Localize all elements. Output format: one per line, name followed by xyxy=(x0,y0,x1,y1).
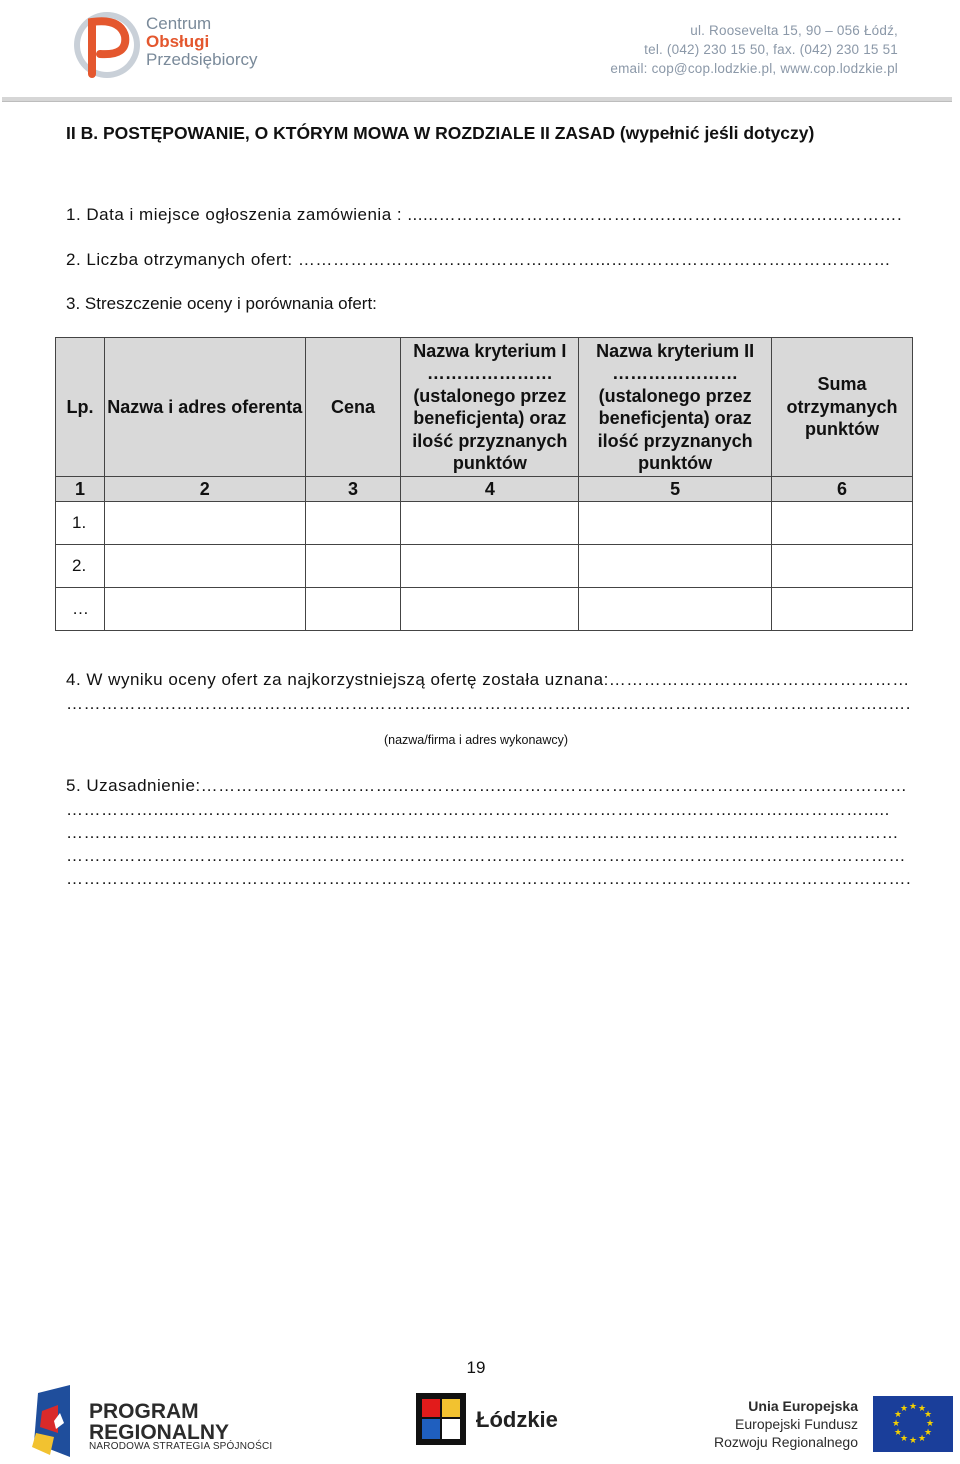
justification-line: ………………………………………………………………………………………………………..…………………… xyxy=(66,823,899,842)
col-number: 3 xyxy=(305,477,401,502)
header-criterion-1: Nazwa kryterium I ………………… (ustalonego przez beneficjenta) oraz ilość przyznanych punktów xyxy=(401,338,579,477)
row-lp: … xyxy=(56,588,105,631)
svg-text:★: ★ xyxy=(923,1428,933,1438)
header-divider xyxy=(2,97,952,102)
svg-text:★: ★ xyxy=(893,1428,903,1438)
cell-offeror[interactable] xyxy=(104,588,305,631)
col-number: 1 xyxy=(56,477,105,502)
program-subtitle: NARODOWA STRATEGIA SPÓJNOŚCI xyxy=(89,1441,273,1452)
table-header-row xyxy=(56,338,913,477)
eu-line-3: Rozwoju Regionalnego xyxy=(714,1434,858,1450)
header-lp: Lp. xyxy=(56,338,105,477)
cell-sum[interactable] xyxy=(772,588,913,631)
eu-line-2: Europejski Fundusz xyxy=(735,1416,858,1432)
table-number-row xyxy=(56,477,913,502)
table-row xyxy=(56,502,913,545)
svg-text:★: ★ xyxy=(893,1410,903,1420)
svg-text:★: ★ xyxy=(899,1404,909,1414)
program-line-2: REGIONALNY xyxy=(89,1421,230,1444)
address-line-2: tel. (042) 230 15 50, fax. (042) 230 15 51 xyxy=(644,42,898,57)
eu-fund-text xyxy=(714,1397,858,1451)
svg-text:★: ★ xyxy=(908,1436,918,1446)
item-2-offer-count: 2. Liczba otrzymanych ofert: ……………………………………………...………………………………………… xyxy=(66,250,891,269)
cell-price[interactable] xyxy=(305,545,401,588)
address-line-1: ul. Roosevelta 15, 90 – 056 Łódź, xyxy=(690,23,898,38)
cell-price[interactable] xyxy=(305,502,401,545)
cell-criterion-2[interactable] xyxy=(579,588,772,631)
cell-sum[interactable] xyxy=(772,545,913,588)
header-sum: Suma otrzymanych punktów xyxy=(772,338,913,477)
cop-logo-text xyxy=(146,15,258,69)
justification-line: ……………………………………………………………………………………………………………………………… xyxy=(66,846,906,865)
cell-sum[interactable] xyxy=(772,502,913,545)
item-3-summary: 3. Streszczenie oceny i porównania ofert: xyxy=(66,294,377,313)
cell-price[interactable] xyxy=(305,588,401,631)
logo-line-3: Przedsiębiorcy xyxy=(146,50,258,69)
row-lp: 2. xyxy=(56,545,105,588)
col-number: 2 xyxy=(104,477,305,502)
svg-text:★: ★ xyxy=(925,1419,935,1429)
header-criterion-2: Nazwa kryterium II ………………… (ustalonego przez beneficjenta) oraz ilość przyznanych punktów xyxy=(579,338,772,477)
cell-criterion-1[interactable] xyxy=(401,588,579,631)
contractor-note: (nazwa/firma i adres wykonawcy) xyxy=(383,733,569,747)
cell-criterion-1[interactable] xyxy=(401,545,579,588)
row-lp: 1. xyxy=(56,502,105,545)
header-address xyxy=(610,21,898,78)
page-number: 19 xyxy=(466,1358,486,1377)
svg-text:★: ★ xyxy=(917,1434,927,1444)
address-line-3[interactable]: email: cop@cop.lodzkie.pl, www.cop.lodzkie.pl xyxy=(610,61,898,76)
item-4-line-2: ……………….……………………………………..……………………..….……………………..…………………..…. xyxy=(66,694,911,713)
program-regionalny-text xyxy=(89,1401,229,1443)
cell-offeror[interactable] xyxy=(104,545,305,588)
col-number: 4 xyxy=(401,477,579,502)
eu-flag-icon xyxy=(873,1396,953,1452)
offers-table xyxy=(55,337,913,631)
table-row xyxy=(56,545,913,588)
svg-text:★: ★ xyxy=(899,1434,909,1444)
svg-text:★: ★ xyxy=(923,1410,933,1420)
item-4-best-offer: 4. W wyniku oceny ofert za najkorzystniejszą ofertę została uznana:……………………...……….…………… xyxy=(66,670,910,689)
lodzkie-text: Łódzkie xyxy=(476,1407,558,1432)
cell-criterion-1[interactable] xyxy=(401,502,579,545)
section-title: II B. POSTĘPOWANIE, O KTÓRYM MOWA W ROZDZIALE II ZASAD (wypełnić jeśli dotyczy) xyxy=(66,123,815,143)
col-number: 6 xyxy=(772,477,913,502)
cell-criterion-2[interactable] xyxy=(579,502,772,545)
item-1-date-place: 1. Data i miejsce ogłoszenia zamówienia : ......…………………………………..……………………..…………. xyxy=(66,205,903,224)
svg-text:★: ★ xyxy=(891,1419,901,1429)
col-number: 5 xyxy=(579,477,772,502)
logo-line-2: Obsługi xyxy=(146,32,210,51)
item-5-justification: 5. Uzasadnienie:……………………………...……………..………………………………………..……….………… xyxy=(66,776,908,795)
justification-line: …………….....……………………………………………………………………………..……...……..…………..... xyxy=(66,800,890,819)
eu-line-1: Unia Europejska xyxy=(748,1398,858,1414)
justification-line: ………………………………………………………………………………………………………………………………. xyxy=(66,869,912,888)
logo-line-1: Centrum xyxy=(146,14,212,33)
cell-offeror[interactable] xyxy=(104,502,305,545)
svg-text:★: ★ xyxy=(917,1404,927,1414)
cell-criterion-2[interactable] xyxy=(579,545,772,588)
header-price: Cena xyxy=(305,338,401,477)
svg-text:★: ★ xyxy=(908,1402,918,1412)
header-offeror: Nazwa i adres oferenta xyxy=(104,338,305,477)
table-row xyxy=(56,588,913,631)
program-line-1: PROGRAM xyxy=(89,1400,199,1423)
